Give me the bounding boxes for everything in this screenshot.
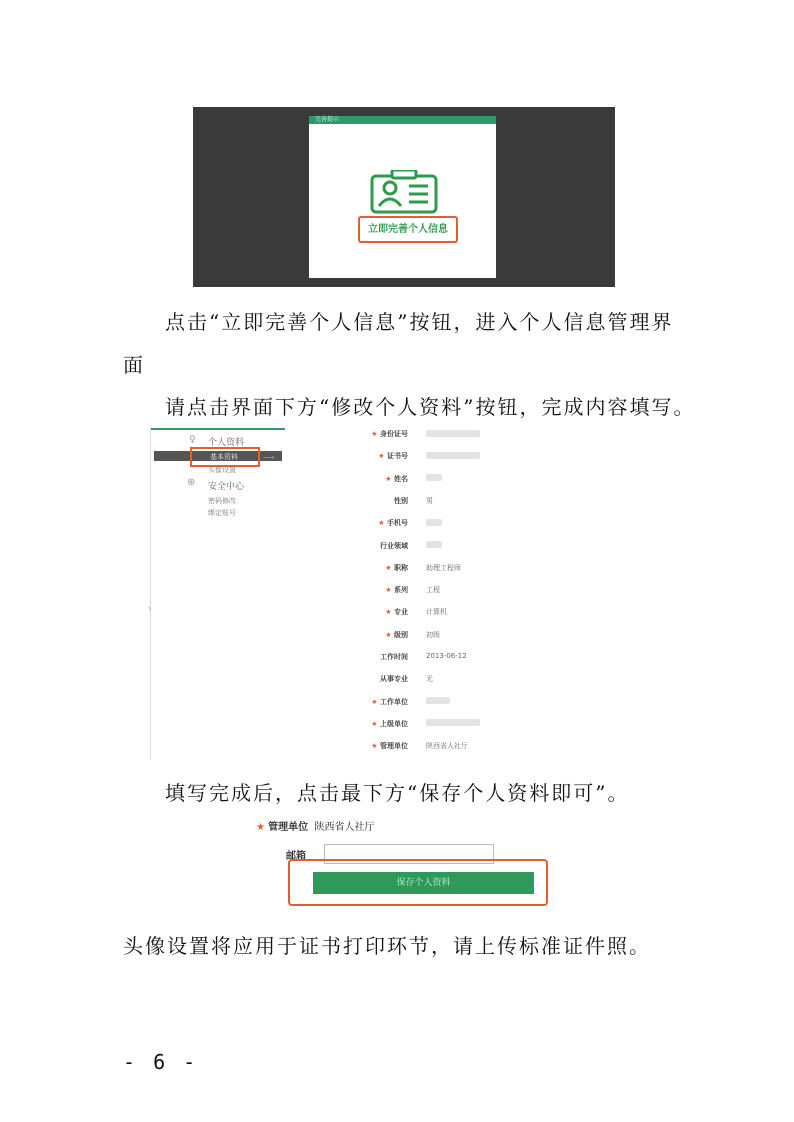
field-value[interactable]: 无 — [426, 675, 433, 684]
paragraph-instruction-4: 头像设置将应用于证书打印环节，请上传标准证件照。 — [123, 934, 651, 958]
field-label — [338, 741, 408, 751]
field-label-text: 证书号 — [387, 452, 408, 461]
id-card-icon — [370, 170, 438, 214]
field-value[interactable]: 男 — [426, 496, 433, 505]
field-label-text: 工作时间 — [380, 653, 408, 661]
field-value[interactable]: 2013-06-12 — [426, 652, 467, 660]
field-value[interactable] — [426, 429, 480, 437]
form-field-row — [338, 630, 508, 644]
field-label-text: 系列 — [394, 586, 408, 595]
sidebar-item-password[interactable]: 密码修改 — [208, 497, 236, 505]
required-star: ★ — [371, 742, 380, 751]
redacted-value — [426, 519, 442, 526]
field-value[interactable] — [426, 541, 442, 549]
form-field-row — [338, 496, 508, 510]
redacted-value — [426, 474, 442, 481]
field-label — [338, 719, 408, 729]
management-unit-row — [256, 818, 375, 833]
field-label — [338, 674, 408, 684]
sidebar — [150, 426, 283, 760]
field-value[interactable] — [426, 719, 480, 727]
form-field-row — [338, 719, 508, 733]
field-label-text: 职称 — [394, 563, 408, 572]
form-field-row — [338, 474, 508, 488]
field-label-text: 姓名 — [394, 474, 408, 483]
field-label — [338, 474, 408, 484]
required-star: ★ — [256, 822, 265, 833]
field-label — [338, 451, 408, 461]
required-star: ★ — [378, 452, 387, 461]
field-label — [338, 518, 408, 528]
arrow-right-icon: ⟶ — [263, 453, 275, 462]
management-unit-label: 管理单位 — [268, 822, 309, 833]
sidebar-item-label: 基本资料 — [210, 453, 238, 461]
form-field-row — [338, 451, 508, 465]
form-field-row — [338, 697, 508, 711]
form-field-row — [338, 563, 508, 577]
screenshot-profile-form — [148, 424, 508, 764]
sidebar-item-avatar[interactable]: 头像设置 — [208, 466, 236, 474]
paragraph-instruction-2: 请点击界面下方“修改个人资料”按钮，完成内容填写。 — [165, 395, 696, 419]
required-star: ★ — [378, 519, 387, 528]
redacted-value — [426, 452, 480, 459]
dialog-title: 完善提示 — [309, 116, 496, 124]
screenshot-complete-info-dialog — [193, 107, 615, 287]
highlight-box — [190, 447, 260, 467]
form-field-row — [338, 607, 508, 621]
complete-personal-info-button[interactable]: 立即完善个人信息 — [358, 216, 458, 243]
form-field-row — [338, 741, 508, 755]
field-label — [338, 697, 408, 707]
redacted-value — [426, 719, 480, 726]
redacted-value — [426, 541, 442, 548]
form-field-row — [338, 429, 508, 443]
form-field-row — [338, 652, 508, 666]
field-label-text: 上级单位 — [380, 719, 408, 728]
required-star: ★ — [385, 563, 394, 572]
email-label: 邮箱 — [286, 851, 306, 862]
field-label-text: 管理单位 — [380, 742, 408, 751]
form-field-row — [338, 541, 508, 555]
required-star: ★ — [385, 586, 394, 595]
field-label-text: 工作单位 — [380, 697, 408, 706]
field-label-text: 手机号 — [387, 519, 408, 528]
field-label-text: 性别 — [394, 496, 408, 505]
page-number: - 6 - — [123, 1050, 199, 1074]
field-label — [338, 652, 408, 662]
sidebar-group-profile[interactable]: 个人资料 — [208, 438, 245, 448]
field-value[interactable]: 初级 — [426, 630, 440, 639]
redacted-value — [426, 697, 450, 704]
required-star: ★ — [385, 630, 394, 639]
field-label-text: 身份证号 — [380, 430, 408, 438]
field-label — [338, 563, 408, 573]
management-unit-value: 陕西省人社厅 — [314, 822, 375, 833]
user-icon: ♀ — [189, 435, 196, 445]
required-star: ★ — [385, 474, 394, 483]
field-value[interactable] — [426, 451, 480, 459]
required-star: ★ — [371, 719, 380, 728]
required-star: ★ — [371, 697, 380, 706]
field-label-text: 专业 — [394, 608, 408, 617]
field-value[interactable]: 计算机 — [426, 608, 447, 617]
field-label — [338, 607, 408, 617]
required-star: ★ — [371, 430, 380, 438]
form-field-row — [338, 674, 508, 688]
field-value[interactable]: 工程 — [426, 586, 440, 595]
screenshot-save-profile — [150, 812, 560, 907]
field-label — [338, 541, 408, 551]
field-label — [338, 630, 408, 640]
chevron-right-icon: › — [148, 604, 152, 614]
paragraph-instruction-3: 填写完成后，点击最下方“保存个人资料即可”。 — [165, 781, 630, 805]
shield-icon: ⊕ — [187, 477, 196, 488]
dialog — [309, 116, 496, 278]
paragraph-instruction-1: 点击“立即完善个人信息”按钮，进入个人信息管理界 — [165, 310, 674, 334]
field-label-text: 级别 — [394, 630, 408, 639]
field-value[interactable] — [426, 518, 442, 526]
required-star: ★ — [385, 608, 394, 617]
field-label — [338, 585, 408, 595]
save-profile-button[interactable]: 保存个人资料 — [313, 872, 534, 894]
field-label — [338, 496, 408, 506]
sidebar-group-security[interactable]: 安全中心 — [208, 482, 245, 492]
redacted-value — [426, 430, 480, 437]
form-field-row — [338, 585, 508, 599]
field-value[interactable]: 陕西省人社厅 — [426, 742, 468, 751]
sidebar-item-bind-account[interactable]: 绑定账号 — [208, 509, 236, 517]
field-label-text: 从事专业 — [380, 675, 408, 684]
field-value[interactable] — [426, 474, 442, 482]
sidebar-accent-line — [151, 428, 285, 430]
field-value[interactable]: 助理工程师 — [426, 563, 461, 572]
field-label — [338, 429, 408, 439]
field-value[interactable] — [426, 697, 450, 705]
form-field-row — [338, 518, 508, 532]
paragraph-instruction-1-cont: 面 — [123, 353, 145, 377]
field-label-text: 行业领域 — [380, 541, 408, 550]
